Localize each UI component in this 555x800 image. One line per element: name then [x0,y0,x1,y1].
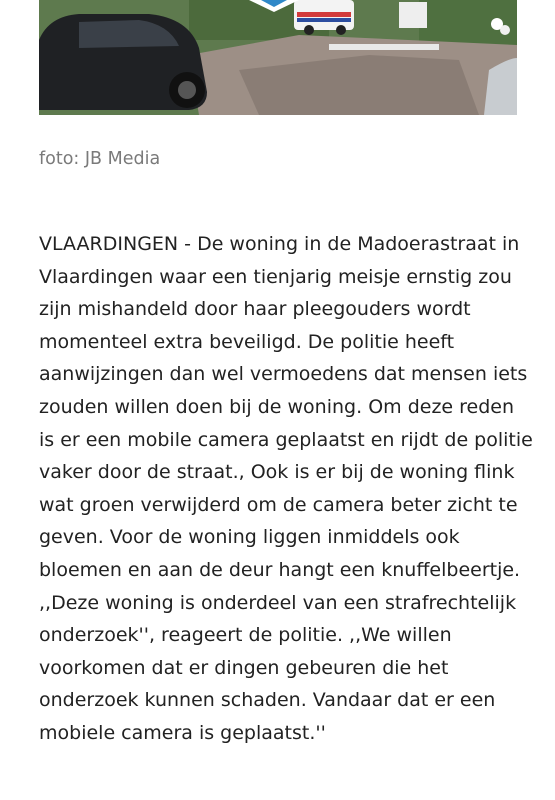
article-line: mobiele camera is geplaatst.'' [39,721,326,744]
photo-caption: foto: JB Media [39,149,161,169]
article-line: aanwijzingen dan wel vermoedens dat mensen iets [39,363,528,386]
article-line: zouden willen doen bij de woning. Om deze reden [39,395,515,418]
article-line: momenteel extra beveiligd. De politie heeft [39,330,455,353]
article-line: onderzoek kunnen schaden. Vandaar dat er een [39,689,496,712]
photo-scene [39,0,517,115]
article-line: zijn mishandeld door haar pleegouders wordt [39,298,471,321]
article-line: is er een mobile camera geplaatst en rijdt de politie [39,428,533,451]
photo-van-stripe-blue [297,18,351,22]
article-line: VLAARDINGEN - De woning in de Madoerastraat in [39,233,520,255]
photo-van-wheel [336,25,346,35]
article-line: wat groen verwijderd om de camera beter zicht te [39,493,518,516]
article-photo[interactable] [39,0,517,115]
photo-white-box [399,2,427,28]
article-line: ,,Deze woning is onderdeel van een strafrechtelijk [39,591,517,614]
article-line: bloemen en aan de deur hangt een knuffelbeertje. [39,558,521,581]
article-line: onderzoek'', reageert de politie. ,,We willen [39,624,452,647]
photo-road-marking [329,44,439,50]
article-line: Vlaardingen waar een tienjarig meisje ernstig zou [39,265,512,288]
article-line: vaker door de straat., Ook is er bij de woning flink [39,461,515,484]
article-body [39,228,533,750]
article-line: voorkomen dat er dingen gebeuren die het [39,656,449,679]
article-line: geven. Voor de woning liggen inmiddels ook [39,526,460,549]
photo-van-stripe-red [297,12,351,17]
photo-flower [500,25,510,35]
photo-van-wheel [304,25,314,35]
photo-car-hub [178,81,196,99]
